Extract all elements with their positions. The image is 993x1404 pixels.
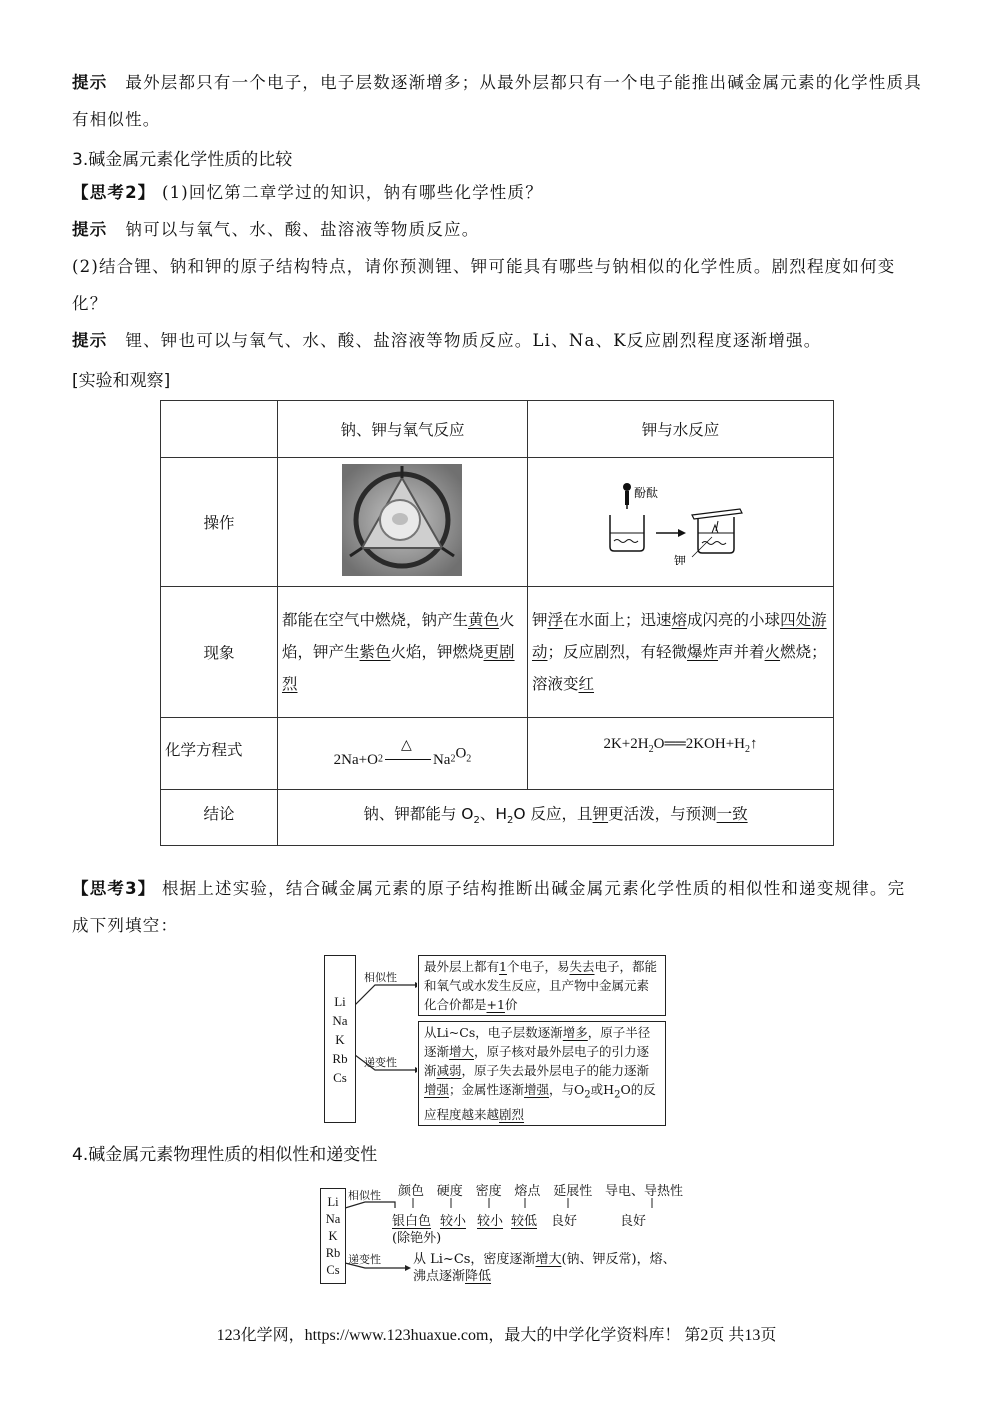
text-seg: (钠、钾反常)，熔、沸点逐渐: [413, 1252, 676, 1284]
text-seg: ，原子半径逐渐: [424, 1025, 651, 1059]
equation-na-oxygen: [277, 718, 527, 790]
answer-underline: 浮: [547, 611, 564, 629]
note-except-cesium: (除铯外): [392, 1231, 442, 1246]
answer-underline: 增强: [524, 1082, 550, 1097]
hint-label: 提示: [72, 331, 108, 350]
phenomenon-k-water: [527, 587, 833, 718]
answer-underline: 火: [764, 643, 781, 661]
text-seg: 都能在空气中燃烧，钠产生: [281, 611, 468, 629]
prop-ductility: 延展性: [553, 1184, 593, 1199]
conclusion-cell: [277, 790, 833, 846]
similarity-box: [418, 955, 666, 1016]
eq-part: Na: [432, 752, 451, 768]
section-3-heading: 3.碱金属元素化学性质的比较: [72, 150, 293, 170]
hint-paragraph-1: [72, 64, 922, 138]
answer-underline: 1: [499, 959, 507, 974]
think2-answer-1: 钠可以与氧气、水、酸、盐溶液等物质反应。: [125, 220, 480, 239]
heat-arrow: [383, 737, 433, 771]
experiment-table: [160, 400, 834, 846]
value-density: [477, 1210, 503, 1229]
element-rb: Rb: [332, 1051, 348, 1066]
think2-a1: [72, 211, 922, 248]
photo-cell: [277, 458, 527, 587]
heat-symbol: △: [400, 737, 412, 753]
burning-apparatus-photo: [342, 464, 462, 576]
text-seg: ，原子核对最外层电子的引力逐渐: [424, 1044, 650, 1078]
answer-underline: +1: [486, 997, 505, 1012]
value-melting-point: [511, 1210, 537, 1229]
phenolphthalein-label: 酚酞: [634, 486, 659, 500]
think2-answer-2: 锂、钾也可以与氧气、水、酸、盐溶液等物质反应。Li、Na、K反应剧烈程度逐渐增强。: [125, 331, 822, 350]
text-seg: 更活泼，与预测: [608, 805, 717, 823]
eq-sub: 2: [648, 744, 654, 755]
row-label-operation: 操作: [161, 458, 278, 587]
eq-sub: 2: [614, 1089, 621, 1101]
hint-label: 提示: [72, 220, 108, 239]
experiment-title: [实验和观察]: [72, 371, 171, 391]
eq-part: 2KOH+H: [685, 736, 745, 752]
answer-underline: 增多: [562, 1025, 588, 1040]
element-cs: Cs: [326, 1263, 340, 1277]
text-seg: ；金属性逐渐: [449, 1082, 525, 1097]
think2-q2: (2)结合锂、钠和钾的原子结构特点，请你预测锂、钾可能具有哪些与钠相似的化学性质。剧烈程度如何变化？: [72, 257, 896, 313]
potassium-label: 钾: [674, 554, 687, 565]
element-na: Na: [325, 1212, 341, 1226]
answer-underline: 增强: [424, 1082, 450, 1097]
text-seg: ，与O: [549, 1082, 585, 1097]
eq-sub: 2: [745, 744, 750, 755]
phys-gradient-label: 递变性: [348, 1253, 381, 1266]
value-ductility: 良好: [551, 1214, 578, 1229]
row-label-phenomenon: 现象: [161, 587, 278, 718]
text-seg: ；反应剧烈，有轻微: [547, 643, 688, 661]
answer-underline: 减弱: [436, 1063, 462, 1078]
element-k: K: [335, 1032, 345, 1047]
eq-part: O: [653, 736, 665, 752]
section-4-heading: 4.碱金属元素物理性质的相似性和递变性: [72, 1145, 378, 1165]
answer-underline: 降低: [465, 1269, 492, 1284]
row-label-equation: 化学方程式: [161, 718, 278, 790]
page-footer: 123化学网，https://www.123huaxue.com，最大的中学化学资料库！ 第2页 共13页: [216, 1327, 777, 1344]
think2-label: 【思考2】: [72, 183, 156, 202]
header-na-k-oxygen: 钠、钾与氧气反应: [277, 401, 527, 458]
element-k: K: [328, 1229, 338, 1243]
eq-part: 2K+2H: [603, 736, 649, 752]
element-na: Na: [332, 1013, 348, 1028]
prop-color: 颜色: [398, 1184, 425, 1199]
text-seg: 或H: [590, 1082, 615, 1097]
phys-gradient-text: [413, 1251, 683, 1285]
answer-underline: 较低: [511, 1214, 538, 1229]
prop-density: 密度: [475, 1184, 502, 1199]
eq-sub: 2: [584, 1089, 591, 1101]
element-li: Li: [334, 994, 346, 1009]
answer-underline: 失去: [569, 959, 595, 974]
text-seg: 价: [504, 997, 518, 1012]
text-seg: 个电子，易: [506, 959, 570, 974]
answer-underline: 熔: [671, 611, 688, 629]
text-seg: 在水面上；迅速: [563, 611, 672, 629]
eq-equal-sign: ══: [664, 736, 686, 752]
header-empty-cell: [161, 401, 278, 458]
text-seg: 火焰，钾产生: [281, 611, 515, 661]
element-column-2: [320, 1188, 346, 1284]
think2-q1: [72, 174, 922, 211]
row-label-conclusion: 结论: [161, 790, 278, 846]
answer-underline: 更剧烈: [281, 643, 515, 693]
eq-sub: 2: [473, 815, 480, 827]
text-seg: 钠、钾都能与 O: [363, 805, 474, 823]
text-seg: 、H: [479, 805, 508, 823]
text-seg: O的反应程度越来越: [424, 1082, 656, 1122]
answer-underline: 一致: [716, 805, 748, 823]
phenomenon-na-k-oxygen: [277, 587, 527, 718]
hint-label: 提示: [72, 73, 108, 92]
answer-underline: 增大: [449, 1044, 475, 1059]
text-seg: 成闪亮的小球: [687, 611, 781, 629]
eq-sub: 2: [377, 752, 383, 764]
chemical-property-diagram: [324, 955, 674, 1125]
answer-underline: 剧烈: [499, 1106, 525, 1122]
element-rb: Rb: [325, 1246, 341, 1260]
text-seg: 燃烧；溶液变: [531, 643, 827, 693]
answer-underline: 爆炸: [687, 643, 719, 661]
hint-text: 最外层都只有一个电子，电子层数逐渐增多；从最外层都只有一个电子能推出碱金属元素的化学性质具有相似性。: [72, 73, 922, 129]
think2-a2: [72, 322, 922, 359]
answer-underline: 黄色: [468, 611, 500, 629]
answer-underline: 较小: [440, 1214, 467, 1229]
phys-similarity-label: 相似性: [348, 1189, 381, 1202]
physical-property-diagram: [320, 1178, 683, 1288]
text-seg: ，原子失去最外层电子的能力逐渐: [461, 1063, 650, 1078]
answer-underline: 四处游动: [531, 611, 827, 661]
similarity-label: 相似性: [364, 971, 397, 984]
header-k-water: 钾与水反应: [527, 401, 833, 458]
think3-label: 【思考3】: [72, 879, 156, 898]
think3-text: 根据上述实验，结合碱金属元素的原子结构推断出碱金属元素化学性质的相似性和递变规律。完成下列填空：: [72, 879, 906, 935]
eq-sub: 2: [466, 752, 472, 764]
think2-question-1: (1)回忆第二章学过的知识，钠有哪些化学性质？: [161, 183, 543, 202]
potassium-water-figure: [600, 475, 760, 565]
value-hardness: [440, 1210, 466, 1229]
answer-underline: 紫色: [359, 643, 391, 661]
eq-sub: 2: [450, 752, 456, 764]
value-conductivity: 良好: [620, 1214, 647, 1229]
text-seg: O 反应，且: [513, 805, 593, 823]
equation-k-water: [527, 718, 833, 790]
element-column: [324, 955, 356, 1123]
text-seg: 火焰，钾燃烧: [390, 643, 484, 661]
answer-underline: 增大: [535, 1252, 562, 1267]
text-seg: 钾: [531, 611, 548, 629]
answer-underline: 银白色: [392, 1214, 432, 1229]
eq-sub: 2: [507, 815, 514, 827]
prop-hardness: 硬度: [436, 1184, 463, 1199]
prop-conductivity: 导电、导热性: [604, 1184, 683, 1199]
text-seg: 最外层上都有: [424, 959, 500, 974]
think3-paragraph: [72, 870, 922, 944]
element-cs: Cs: [333, 1070, 347, 1085]
diagram-cell: [527, 458, 833, 587]
text-seg: 声并着: [718, 643, 765, 661]
text-seg: 电子，都能和氧气或水发生反应，且产物中金属元素化合价都是: [424, 959, 658, 1012]
property-headers: [398, 1180, 683, 1199]
answer-underline: 红: [578, 675, 595, 693]
gradient-box: [418, 1021, 666, 1126]
gradient-label: 递变性: [364, 1056, 397, 1069]
prop-melting-point: 熔点: [514, 1184, 541, 1199]
answer-underline: 较小: [477, 1214, 504, 1229]
gas-arrow-icon: ↑: [750, 736, 758, 752]
answer-underline: 钾: [592, 805, 609, 823]
text-seg: 从Li~Cs，电子层数逐渐: [424, 1025, 563, 1040]
text-seg: 从 Li~Cs，密度逐渐: [413, 1252, 536, 1267]
element-li: Li: [327, 1195, 339, 1209]
eq-part: O: [455, 744, 467, 761]
eq-part: 2Na+O: [333, 752, 378, 768]
